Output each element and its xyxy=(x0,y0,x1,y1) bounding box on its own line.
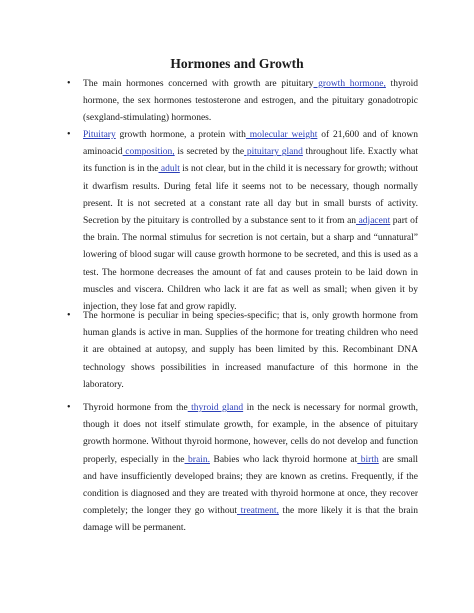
paragraph-text: throughout life. Exactly what its function is in the xyxy=(83,147,418,175)
page-title: Hormones and Growth xyxy=(170,56,304,71)
bullet-marker: • xyxy=(67,402,71,413)
paragraph-text: are small and have insufficiently developed brains; they are known as cretins. Frequently, if the condition is diagnosed and they are treated with thyroid hormone at once, they recover completely; the longer they go without xyxy=(83,454,418,517)
paragraph-text: Babies who lack thyroid hormone at xyxy=(209,454,358,465)
paragraph-2 xyxy=(83,127,418,316)
paragraph-3 xyxy=(83,308,418,394)
paragraph-text: of 21,600 and of known aminoacid xyxy=(83,130,419,158)
paragraph-text: growth hormone, a protein with xyxy=(115,130,246,140)
paragraph-text: in the neck is necessary for normal growth, though it does not itself stimulate growth, for example, in the absence of pituitary growth hormone. Without thyroid hormone, however, cells do not develop and function properly, especially in the xyxy=(83,403,418,465)
hyperlink[interactable]: brain. xyxy=(184,454,210,465)
paragraph-text: part of the brain. The normal stimulus for secretion is not certain, but a sharp and “unnatural” lowering of blood sugar will cause growth hormone to be secreted, and this is used as a test. The hormone decreases the amount of fat and causes protein to be laid down in muscles and viscera. Children who lack it are fat as well as small; when given it by injection, they lose fat and grow rapidly. xyxy=(83,216,418,313)
paragraph-text: The hormone is peculiar in being species-specific; that is, only growth hormone from human glands is active in man. Supplies of the hormone for treating children who need it are obtained at autopsy, and supply has been limited by this. Recombinant DNA technology shows possibilities in increased manufacture of this hormone in the laboratory. xyxy=(83,311,418,390)
paragraph-4 xyxy=(83,400,418,538)
hyperlink[interactable]: composition, xyxy=(122,147,175,158)
paragraph-text: thyroid hormone, the sex hormones testosterone and estrogen, and the pituitary gonadotropic (sexgland-stimulating) hormones. xyxy=(83,79,418,124)
hyperlink[interactable]: growth hormone, xyxy=(313,79,386,89)
hyperlink[interactable]: thyroid gland xyxy=(187,403,244,413)
hyperlink[interactable]: Pituitary xyxy=(83,130,116,140)
hyperlink[interactable]: molecular weight xyxy=(245,130,318,140)
paragraph-text: the more likely it is that the brain damage will be permanent. xyxy=(83,506,419,534)
paragraph-text: is not clear, but in the child it is necessary for growth; without it dwarfism results. During fetal life it seems not to be necessary, though normally present. It is not secreted at a constant rate all day but in small bursts of activity. Secretion by the pituitary is controlled by a substance sent to it from an xyxy=(83,164,418,227)
paragraph-text: Thyroid hormone from the xyxy=(83,403,188,413)
bullet-marker: • xyxy=(67,78,71,89)
hyperlink[interactable]: birth xyxy=(357,454,379,465)
paragraph-1 xyxy=(83,76,418,128)
paragraph-text: The main hormones concerned with growth are pituitary xyxy=(83,79,314,89)
paragraph-text: is secreted by the xyxy=(174,147,245,158)
hyperlink[interactable]: adult xyxy=(158,164,180,175)
hyperlink[interactable]: pituitary gland xyxy=(244,147,303,158)
hyperlink[interactable]: adjacent xyxy=(356,216,391,227)
hyperlink[interactable]: treatment, xyxy=(236,506,279,517)
bullet-marker: • xyxy=(67,129,71,140)
bullet-marker: • xyxy=(67,310,71,321)
